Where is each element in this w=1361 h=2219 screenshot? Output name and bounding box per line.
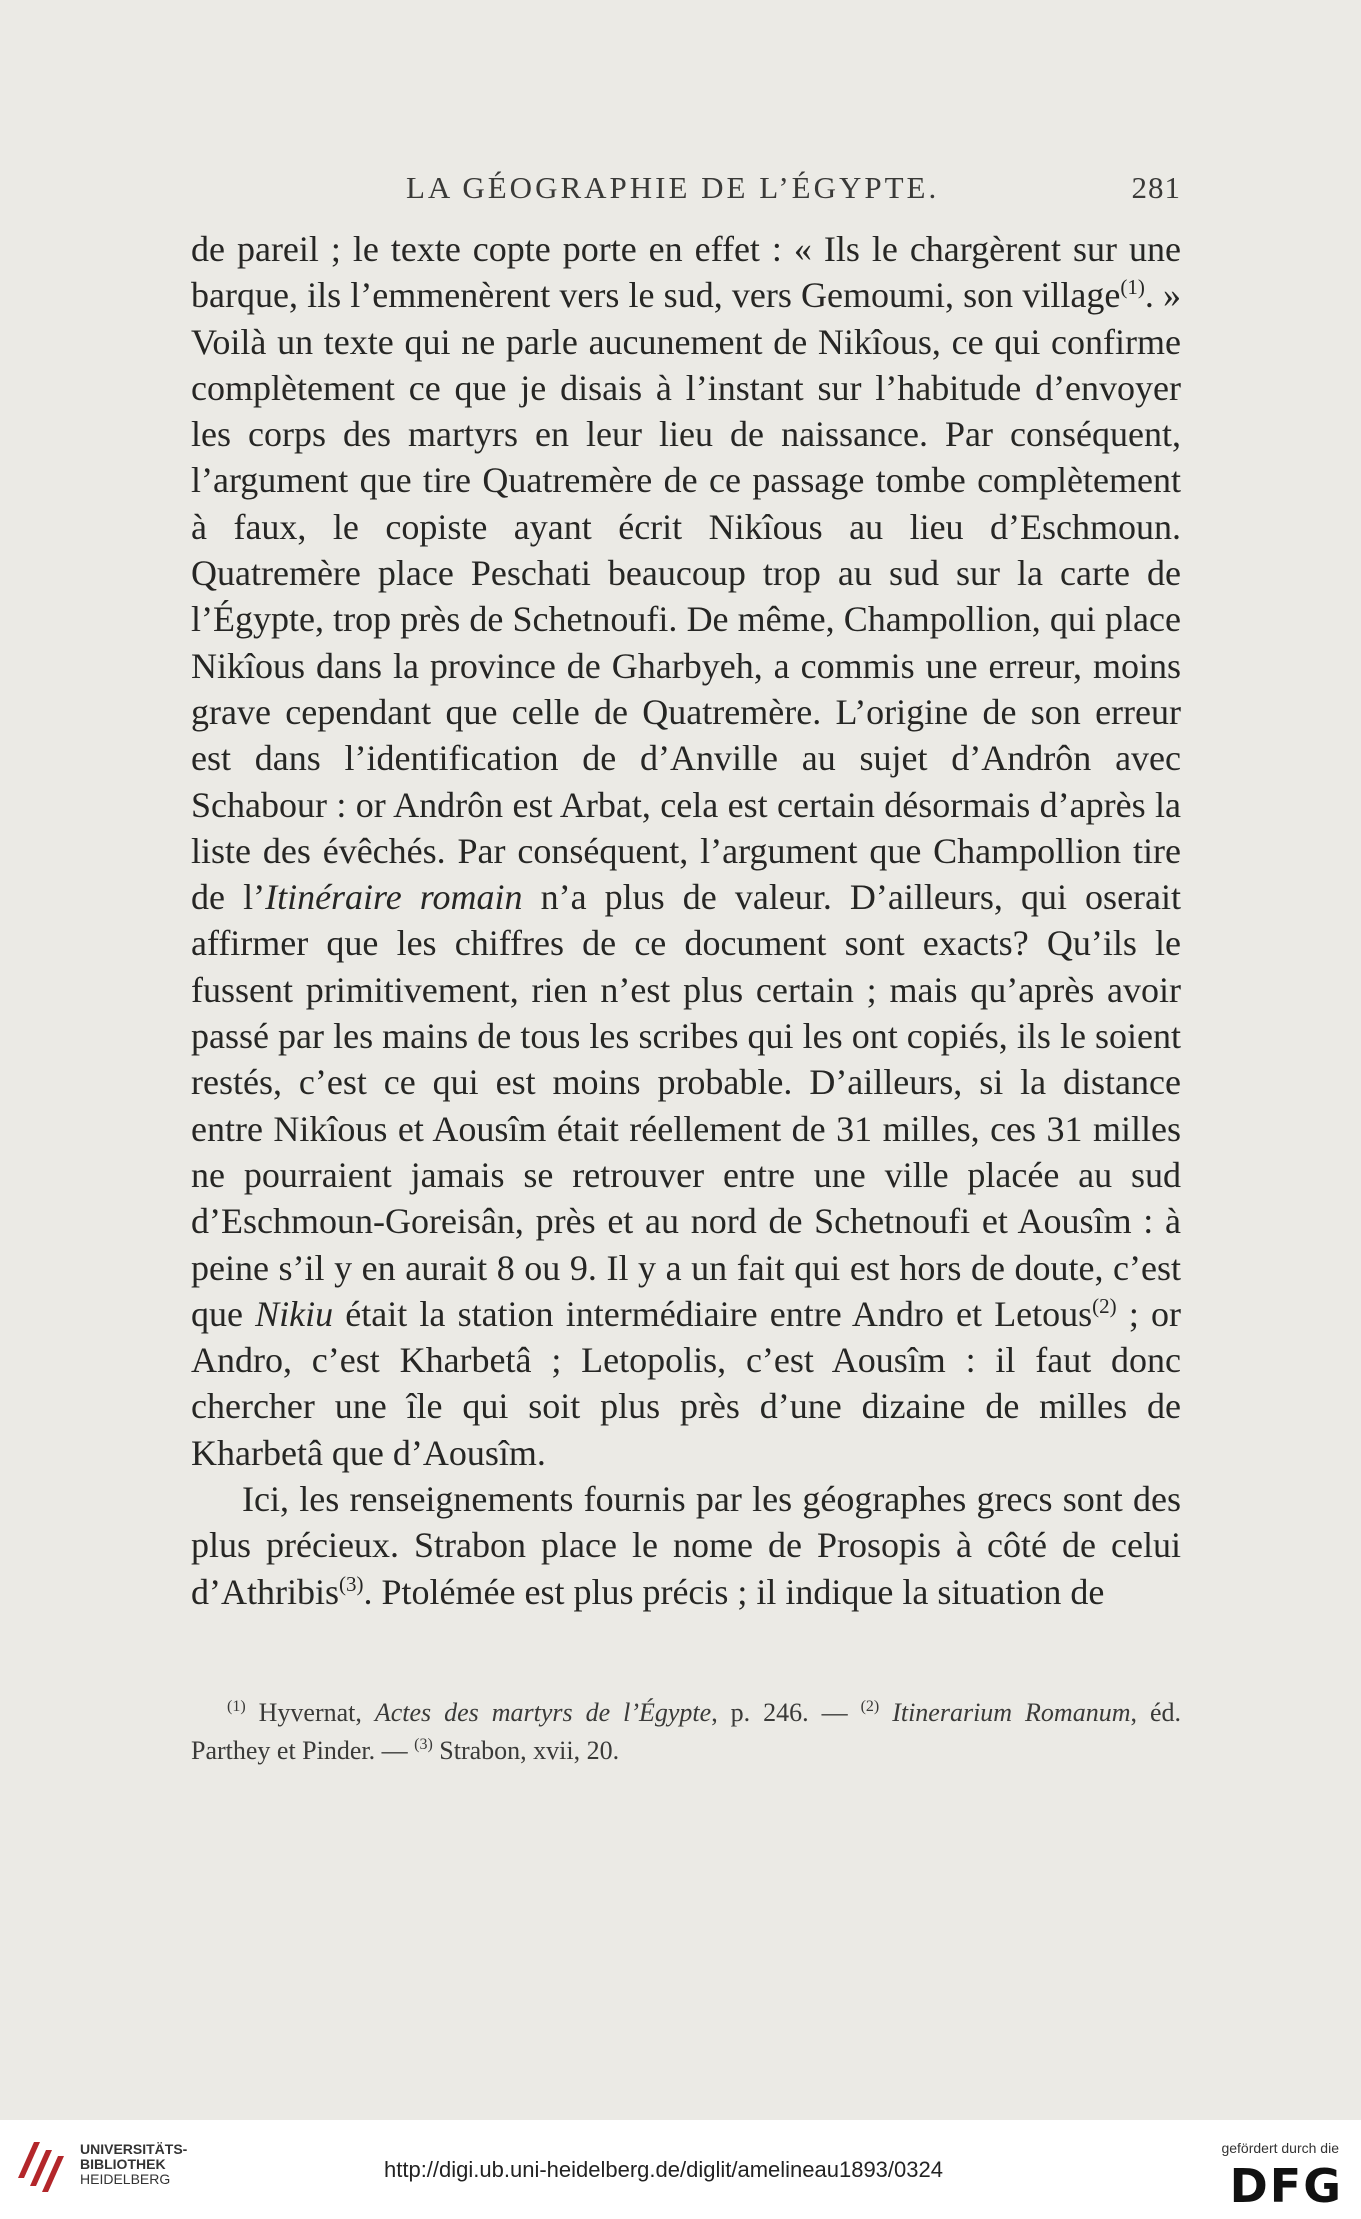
- university-library-logo-icon: [12, 2134, 68, 2196]
- footnote-ref-2[interactable]: (2): [1092, 1293, 1117, 1318]
- page-title: LA GÉOGRAPHIE DE L’ÉGYPTE.: [406, 170, 940, 205]
- viewer-footer: [0, 2120, 1361, 2219]
- page-number: 281: [1131, 170, 1181, 205]
- dfg-logo: DFG: [1229, 2159, 1343, 2213]
- paragraph-1: de pareil ; le texte copte porte en effet : « Ils le chargèrent sur une barque, ils l’emmenèrent vers le sud, vers Gemoumi, son village$^{(1)}$. » Voilà un texte qui ne parle aucunement de Nikîous, ce qui confirme complètement ce que je disais à l’instant sur l’habitude d’envoyer les corps des martyrs en leur lieu de naissance. Par conséquent, l’argument que tire Quatremère de ce passage tombe complètement à faux, le copiste ayant écrit Nikîous au lieu d’Eschmoun. Quatremère place Peschati beaucoup trop au sud sur la carte de l’Égypte, trop près de Schetnoufi. De même, Champollion, qui place Nikîous dans la province de Gharbyeh, a commis une erreur, moins grave cependant que celle de Quatremère. L’origine de son erreur est dans l’identification de d’Anville au sujet d’Andrôn avec Schabour : or Andrôn est Arbat, cela est certain désormais d’après la liste des évêchés. Par conséquent, l’argument que Champollion tire de l’Itinéraire romain n’a plus de valeur. D’ailleurs, qui oserait affirmer que les chiffres de ce document sont exacts? Qu’ils le fussent primitivement, rien n’est plus certain ; mais qu’après avoir passé par les mains de tous les scribes qui les ont copiés, ils le soient restés, c’est ce qui est moins probable. D’ailleurs, si la distance entre Nikîous et Aousîm était réellement de 31 milles, ces 31 milles ne pourraient jamais se retrouver entre une ville placée au sud d’Eschmoun-Goreisân, près et au nord de Schetnoufi et Aousîm : à peine s’il y en aurait 8 ou 9. Il y a un fait qui est hors de doute, c’est que Nikiu était la station intermédiaire entre Andro et Letous$^{(2)}$ ; or Andro, c’est Kharbetâ ; Letopolis, c’est Aousîm : il faut donc chercher une île qui soit plus près d’une dizaine de milles de Kharbetâ que d’Aousîm.: [191, 229, 1182, 1473]
- footnote-block: $^{(1)}$ Hyvernat, Actes des martyrs de l’Égypte, p. 246. — $^{(2)}$ Itinerarium Romanum, éd. Parthey et Pinder. — $^{(3)}$ Strabon, xvii, 20.: [191, 1698, 1181, 1765]
- funding-caption: gefördert durch die: [1221, 2140, 1339, 2156]
- paragraph-2: Ici, les renseignements fournis par les géographes grecs sont des plus précieux. Strabon place le nome de Prosopis à côté de celui d’Athribis$^{(3)}$. Ptolémée est plus précis ; il indique la situation de: [191, 1479, 1181, 1612]
- footnote-ref-3[interactable]: (3): [339, 1571, 364, 1596]
- running-header: [191, 166, 1181, 210]
- footnote-marker-1: (1): [227, 1698, 246, 1715]
- italic-title: Itinéraire romain: [265, 877, 523, 918]
- footnote-marker-3: (3): [414, 1736, 433, 1753]
- main-text: [191, 226, 1181, 1615]
- footnote-marker-2: (2): [860, 1698, 880, 1715]
- footnotes: [191, 1694, 1181, 1770]
- footnote-ref-1[interactable]: (1): [1120, 275, 1145, 300]
- permalink-url[interactable]: http://digi.ub.uni-heidelberg.de/diglit/amelineau1893/0324: [384, 2157, 943, 2182]
- library-name: UNIVERSITÄTS- BIBLIOTHEK HEIDELBERG: [80, 2141, 188, 2187]
- italic-nikiu: Nikiu: [255, 1293, 334, 1334]
